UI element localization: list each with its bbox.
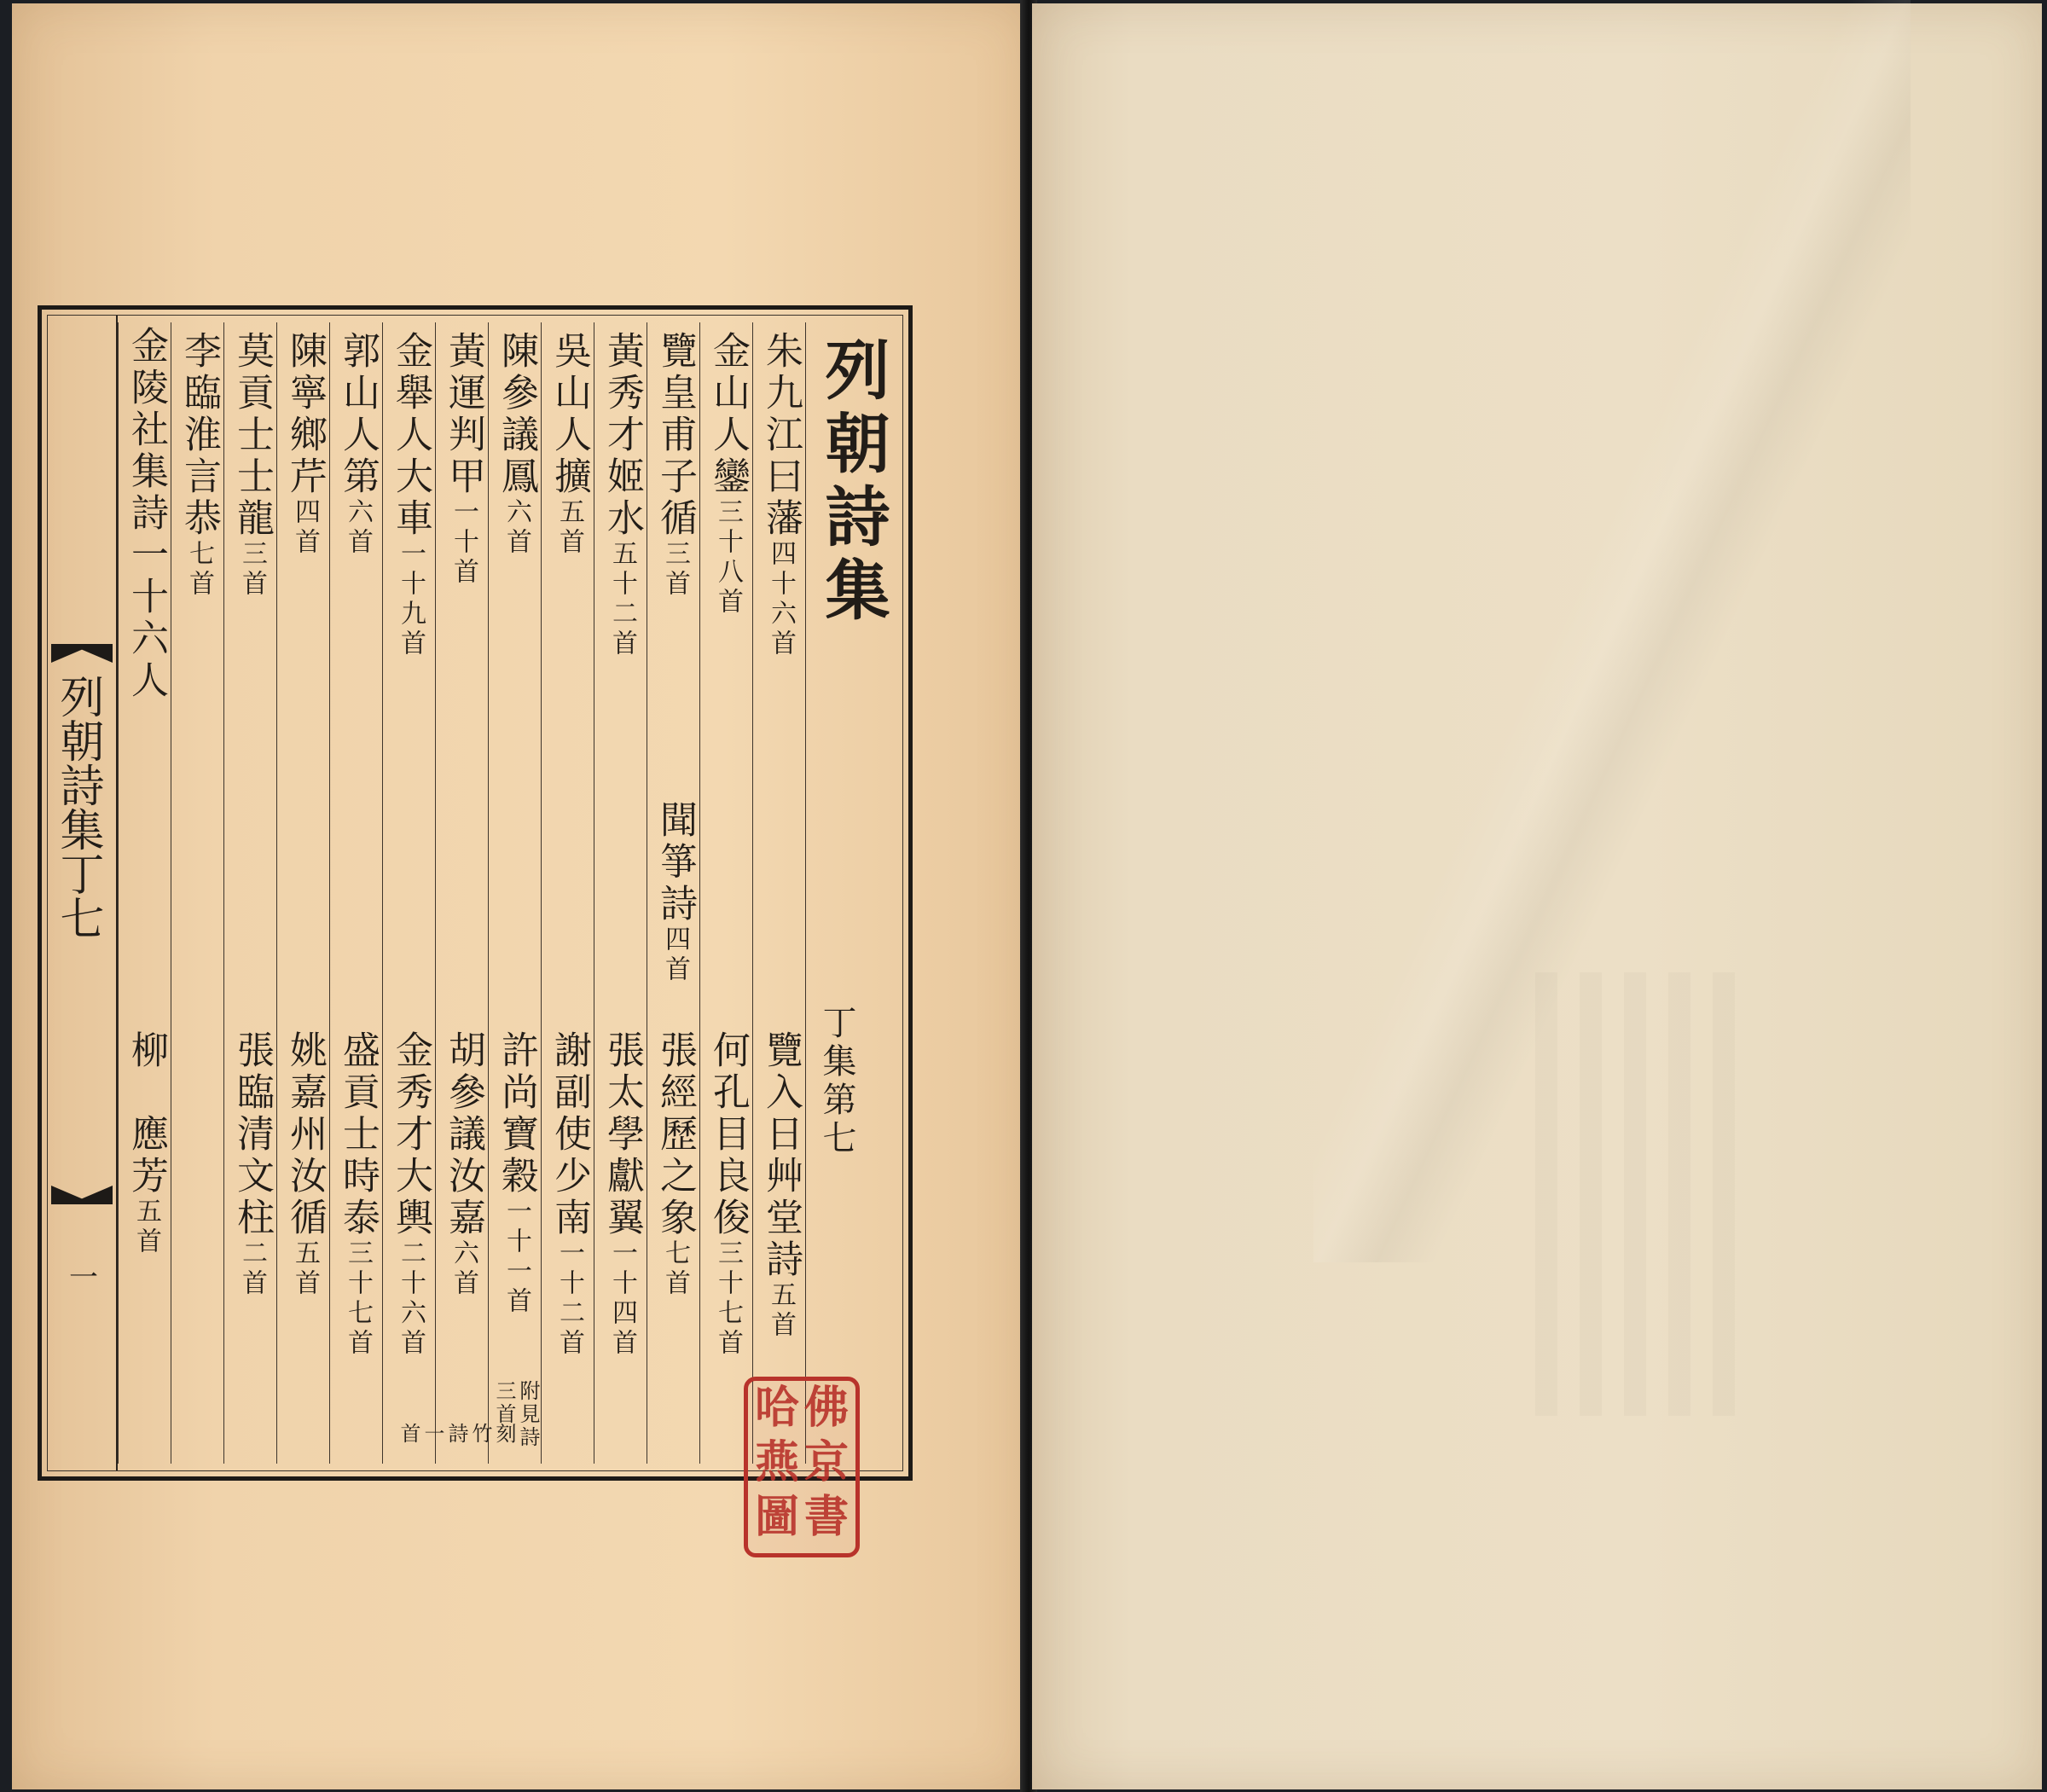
text-column-4: [594, 322, 647, 1464]
text-column-10: [276, 322, 330, 1464]
entry-upper: 黃運判甲一十首: [442, 331, 485, 588]
entry-lower: 胡參議汝嘉六首: [442, 1030, 485, 1299]
inner-border: [47, 315, 903, 1471]
entry-lower: 柳 應芳五首: [125, 1030, 168, 1257]
text-column-13: [118, 322, 171, 1464]
entry-lower: 何孔目良俊三十七首: [706, 1030, 750, 1359]
text-column-9: [329, 322, 383, 1464]
entry-lower: 金秀才大輿二十六首: [389, 1030, 432, 1359]
entry-upper: 金舉人大車一十九首: [389, 331, 432, 659]
entry-lower: 謝副使少南一十二首: [548, 1030, 591, 1359]
text-column-8: [382, 322, 436, 1464]
entry-upper: 黃秀才姬水五十二首: [600, 331, 644, 659]
library-seal-stamp: [744, 1377, 860, 1557]
entry-upper: 吳山人擴五首: [548, 331, 591, 558]
banxin-page-number: 一: [69, 1261, 98, 1295]
text-column-12: [171, 322, 224, 1464]
show-through-text: [1535, 972, 1740, 1416]
entry-upper: 金陵社集詩一十六人: [125, 326, 168, 702]
book-title: 列朝詩集: [815, 336, 890, 629]
text-column-2: [699, 322, 753, 1464]
seal-char: 燕: [754, 1436, 799, 1488]
entry-upper-extra: 聞箏詩四首: [653, 800, 697, 985]
entry-upper: 覽皇甫子循三首: [653, 331, 697, 600]
banxin-center-column: [48, 316, 118, 1470]
text-column-7: [435, 322, 489, 1464]
upper-fishtail: [51, 644, 113, 663]
section-title: 丁集第七: [817, 1005, 856, 1158]
seal-char: 佛: [803, 1382, 849, 1434]
seal-char: 哈: [754, 1382, 799, 1434]
banxin-title: 列朝詩集丁七: [52, 674, 103, 940]
entry-lower: 張太學獻翼一十四首: [600, 1030, 644, 1359]
entry-lower: 張臨清文柱二首: [230, 1030, 274, 1299]
text-column-11: [223, 322, 277, 1464]
seal-char: 圖: [754, 1491, 799, 1543]
text-column-1: [752, 322, 806, 1464]
entry-upper: 郭山人第六首: [336, 331, 380, 558]
text-column-3: [647, 322, 700, 1464]
annotation-note-2: 刻竹詩一首: [397, 1423, 516, 1446]
seal-char: 書: [803, 1491, 849, 1543]
left-page: [12, 3, 1027, 1789]
entry-lower: 覽入日艸堂詩五首: [759, 1030, 803, 1341]
entry-upper: 李臨淮言恭七首: [177, 331, 221, 600]
entry-lower: 姚嘉州汝循五首: [283, 1030, 327, 1299]
printed-block: [38, 305, 913, 1481]
annotation-note-1: 附見詩三首: [492, 1380, 540, 1449]
entry-lower: 盛貢士時泰三十七首: [336, 1030, 380, 1359]
entry-upper: 金山人鑾三十八首: [706, 331, 750, 618]
entry-upper: 朱九江曰藩四十六首: [759, 331, 803, 659]
entry-lower: 張經歷之象七首: [653, 1030, 697, 1299]
entry-upper: 莫貢士士龍三首: [230, 331, 274, 600]
lower-fishtail: [51, 1186, 113, 1204]
entry-upper: 陳寧鄉芹四首: [283, 331, 327, 558]
entry-lower: 許尚寶穀一十一首: [495, 1030, 538, 1317]
seal-char: 京: [803, 1436, 849, 1488]
title-column: [805, 322, 907, 1464]
entry-upper: 陳參議鳳六首: [495, 331, 538, 558]
